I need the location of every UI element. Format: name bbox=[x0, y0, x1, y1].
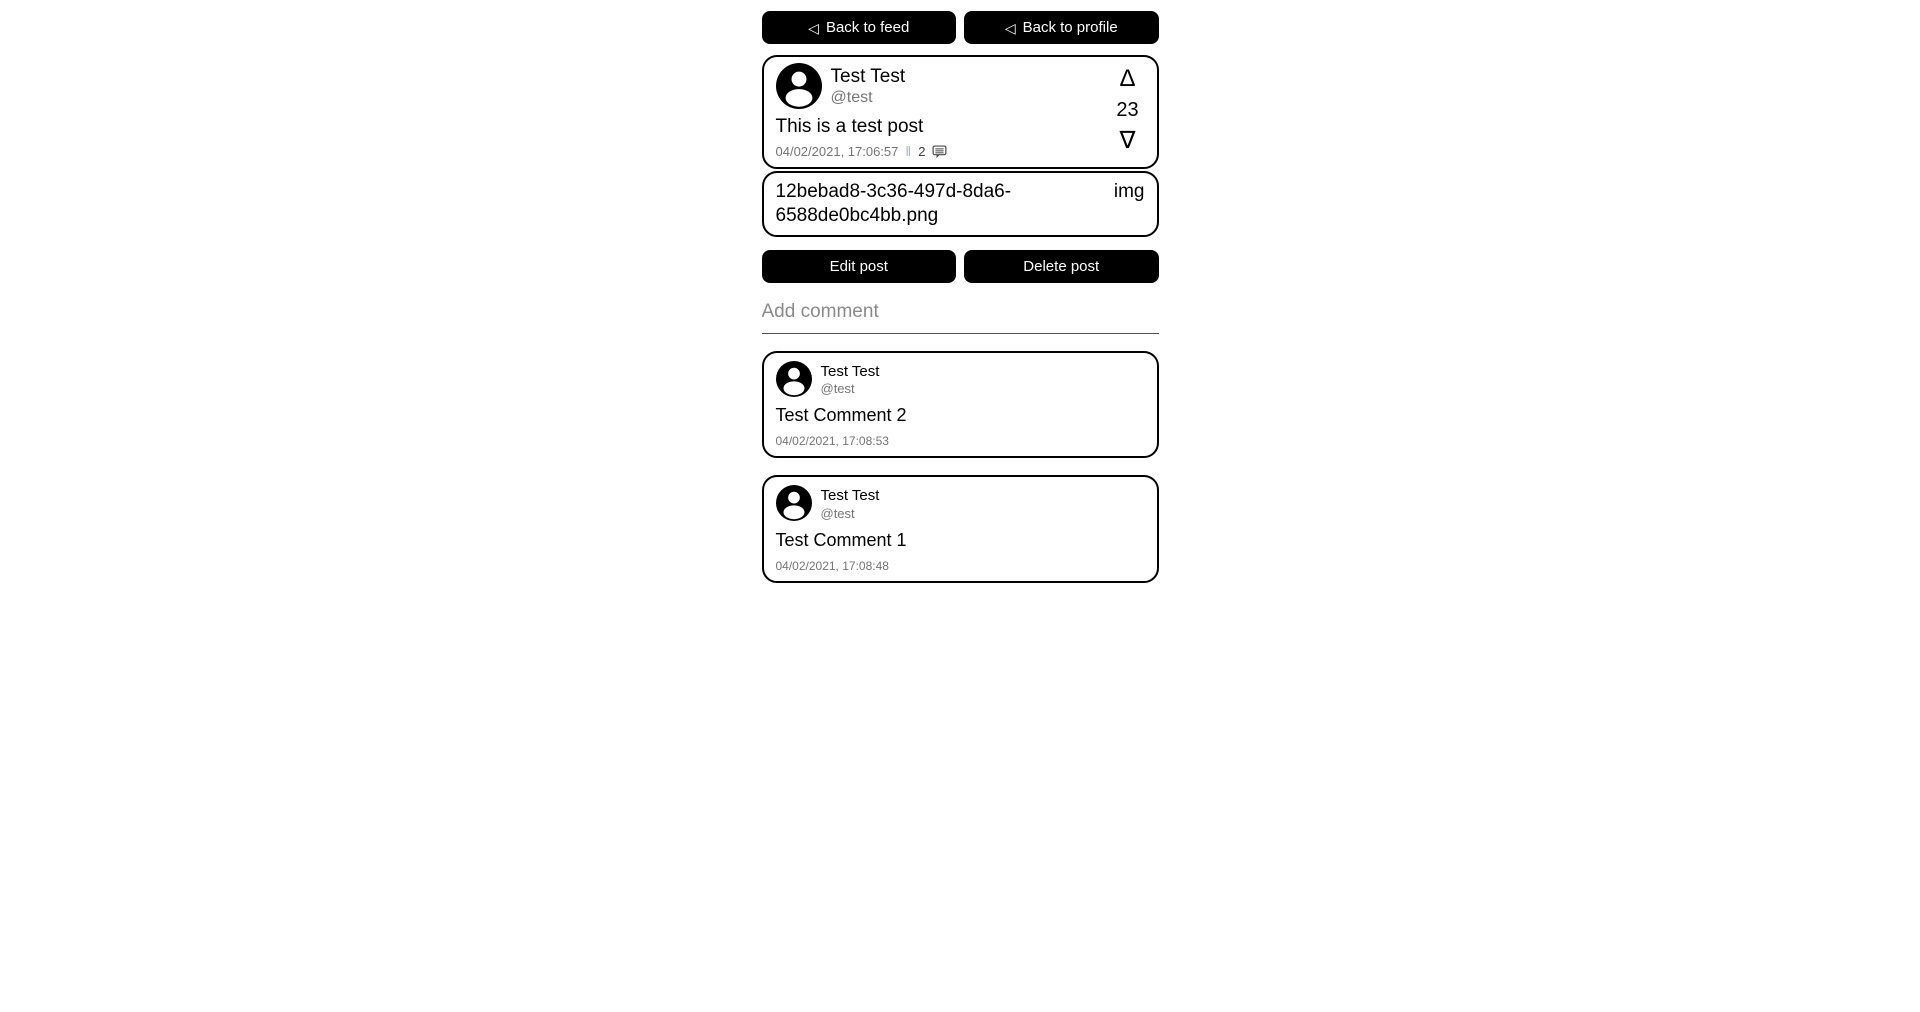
back-triangle-icon: ◁ bbox=[1004, 19, 1016, 36]
vote-column bbox=[1109, 63, 1147, 159]
attachment-type-label: img bbox=[1113, 180, 1145, 202]
content-column bbox=[762, 0, 1159, 583]
nav-button-row bbox=[762, 11, 1159, 44]
comment-author-handle: @test bbox=[820, 506, 855, 522]
post-card bbox=[762, 55, 1159, 169]
comment-timestamp: 04/02/2021, 17:08:48 bbox=[775, 559, 889, 574]
back-to-feed-label: Back to feed bbox=[825, 19, 910, 36]
user-avatar-icon bbox=[776, 63, 822, 109]
delete-post-button[interactable]: Delete post bbox=[964, 250, 1159, 283]
comment-count: 2 bbox=[918, 143, 926, 159]
back-triangle-icon: ◁ bbox=[808, 19, 819, 36]
downvote-icon[interactable]: ∇ bbox=[1119, 126, 1136, 154]
comment-author-handle: @test bbox=[820, 381, 855, 397]
comment-bubble-icon bbox=[932, 144, 947, 159]
vote-score: 23 bbox=[1116, 98, 1139, 121]
post-main bbox=[776, 63, 1109, 159]
comment-timestamp: 04/02/2021, 17:08:53 bbox=[775, 434, 889, 449]
back-to-profile-label: Back to profile bbox=[1022, 19, 1118, 36]
post-author-header bbox=[776, 63, 1109, 109]
back-to-profile-button[interactable] bbox=[964, 11, 1159, 44]
user-avatar-icon bbox=[776, 361, 812, 397]
comment-author-header bbox=[776, 485, 1145, 521]
post-actions-row bbox=[762, 250, 1159, 283]
add-comment-input[interactable] bbox=[762, 298, 1159, 334]
comment-card bbox=[762, 475, 1159, 583]
post-body-text: This is a test post bbox=[775, 116, 924, 137]
attachment-filename: 12bebad8-3c36-497d-8da6-6588de0bc4bb.png bbox=[775, 180, 1012, 226]
post-author-handle: @test bbox=[830, 89, 873, 107]
meta-separator: ‖ bbox=[905, 143, 912, 160]
comment-card bbox=[762, 351, 1159, 459]
upvote-icon[interactable]: Δ bbox=[1119, 65, 1136, 92]
add-comment-form bbox=[762, 298, 1159, 334]
user-avatar-icon bbox=[776, 485, 812, 521]
comment-author-names bbox=[821, 485, 880, 521]
comment-author-name: Test Test bbox=[820, 362, 880, 380]
comment-author-header bbox=[776, 361, 1145, 397]
post-timestamp: 04/02/2021, 17:06:57 bbox=[775, 143, 899, 159]
comment-body-text: Test Comment 2 bbox=[775, 404, 907, 425]
post-author-name: Test Test bbox=[830, 66, 906, 87]
edit-post-button[interactable]: Edit post bbox=[762, 250, 957, 283]
post-author-names bbox=[831, 63, 906, 107]
back-to-feed-button[interactable] bbox=[762, 11, 957, 44]
attachment-list-item[interactable] bbox=[762, 171, 1159, 237]
comment-author-name: Test Test bbox=[820, 487, 880, 505]
comment-author-names bbox=[821, 361, 880, 397]
comment-body-text: Test Comment 1 bbox=[775, 529, 907, 550]
post-meta-row bbox=[776, 144, 1109, 159]
